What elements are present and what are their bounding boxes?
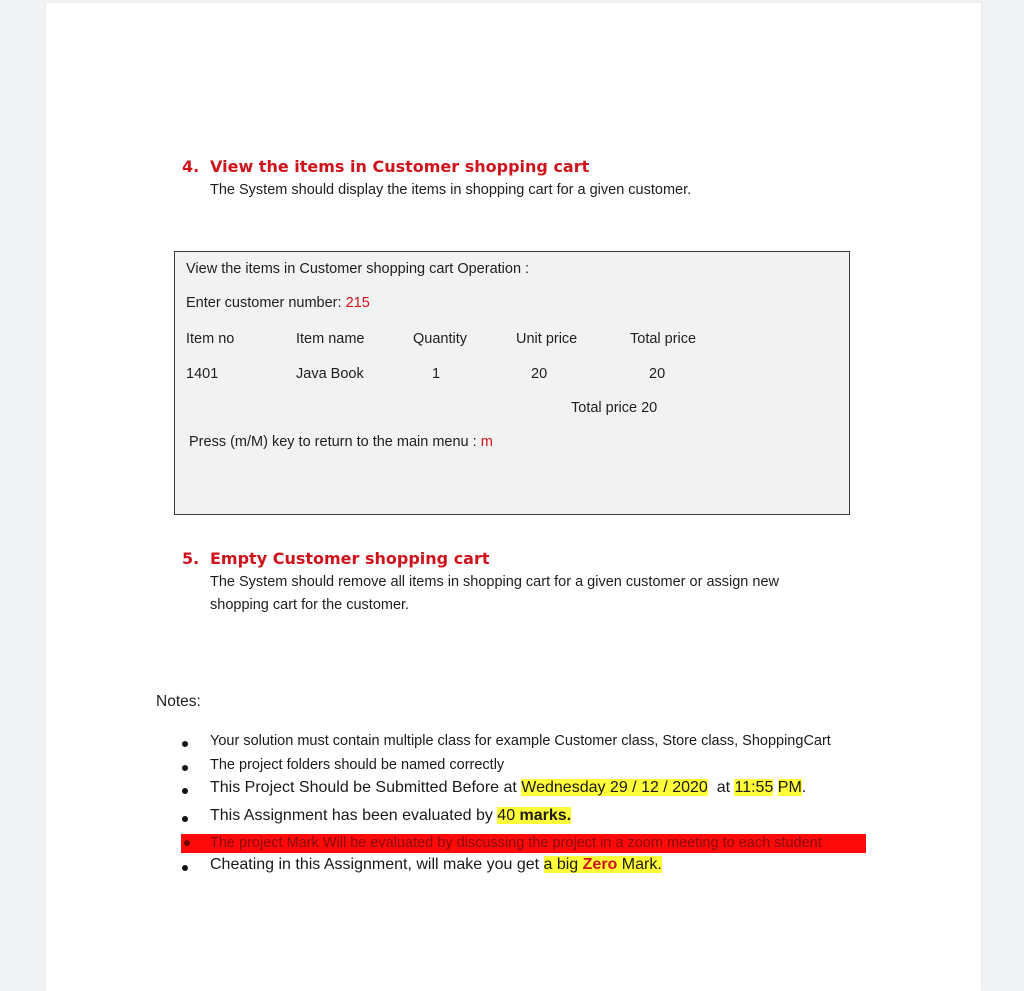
notes-title: Notes:: [156, 693, 201, 710]
deadline-mid: at: [707, 779, 735, 796]
header-quantity: Quantity: [413, 331, 467, 347]
marks-highlight: [497, 807, 571, 824]
bullet-icon: [182, 741, 188, 747]
deadline-date: Wednesday 29 / 12 / 2020: [521, 779, 708, 796]
customer-number-value: 215: [345, 295, 370, 311]
return-menu-line: [189, 434, 493, 450]
header-unit-price: Unit price: [516, 331, 578, 347]
cell-item-name: Java Book: [296, 366, 364, 382]
deadline-prefix: This Project Should be Submitted Before at: [210, 779, 522, 796]
header-item-name: Item name: [296, 331, 365, 347]
console-output-box: [174, 251, 850, 515]
note-text: [210, 807, 571, 825]
cheating-hl-a: a big: [543, 856, 583, 873]
section-4-heading: [182, 157, 589, 176]
list-item-zoom-meeting-highlighted: [181, 834, 866, 853]
note-text: Your solution must contain multiple class for example Customer class, Store class, ShoppingCart: [210, 733, 831, 749]
customer-number-line: [186, 295, 370, 311]
deadline-suffix: .: [801, 779, 807, 796]
cell-total-price: 20: [649, 366, 666, 382]
document-page: [46, 3, 981, 991]
marks-prefix: This Assignment has been evaluated by: [210, 807, 498, 824]
return-menu-input: m: [480, 434, 493, 450]
header-total-price: Total price: [630, 331, 697, 347]
section-4-description: The System should display the items in shopping cart for a given customer.: [210, 182, 692, 198]
cheating-hl-b: Mark.: [617, 856, 662, 873]
cheating-prefix: Cheating in this Assignment, will make you get: [210, 856, 544, 873]
note-text: The project Mark Will be evaluated by discussing the project in a zoom meeting to each student: [210, 835, 822, 851]
bullet-icon: [182, 788, 188, 794]
console-operation-title: View the items in Customer shopping cart Operation :: [186, 261, 530, 277]
deadline-ampm: PM: [777, 779, 802, 796]
section-4-number: 4.: [182, 157, 200, 176]
cart-total-line: Total price 20: [571, 400, 658, 416]
bullet-icon: [182, 865, 188, 871]
note-text: [210, 779, 806, 797]
note-text: The project folders should be named correctly: [210, 757, 505, 773]
return-menu-prompt: Press (m/M) key to return to the main menu :: [189, 434, 481, 450]
customer-number-prompt: Enter customer number:: [186, 295, 346, 311]
bullet-icon: [184, 840, 190, 846]
section-5-heading: [182, 549, 490, 568]
cell-item-no: 1401: [186, 366, 219, 382]
section-5-description-line-2: shopping cart for the customer.: [210, 597, 410, 613]
section-5-description-line-1: The System should remove all items in shopping cart for a given customer or assign new: [210, 574, 779, 590]
section-4-title: View the items in Customer shopping cart: [210, 157, 590, 176]
header-item-no: Item no: [186, 331, 235, 347]
zero-word: Zero: [582, 856, 618, 873]
section-5-number: 5.: [182, 549, 200, 568]
section-5-title: Empty Customer shopping cart: [210, 549, 490, 568]
marks-word: marks.: [515, 807, 572, 824]
bullet-icon: [182, 765, 188, 771]
cell-quantity: 1: [432, 366, 441, 382]
marks-number: 40: [497, 807, 516, 824]
note-text: [210, 856, 662, 874]
cheating-highlight: [544, 856, 662, 873]
cell-unit-price: 20: [531, 366, 548, 382]
deadline-time: 11:55: [734, 779, 774, 796]
bullet-icon: [182, 816, 188, 822]
